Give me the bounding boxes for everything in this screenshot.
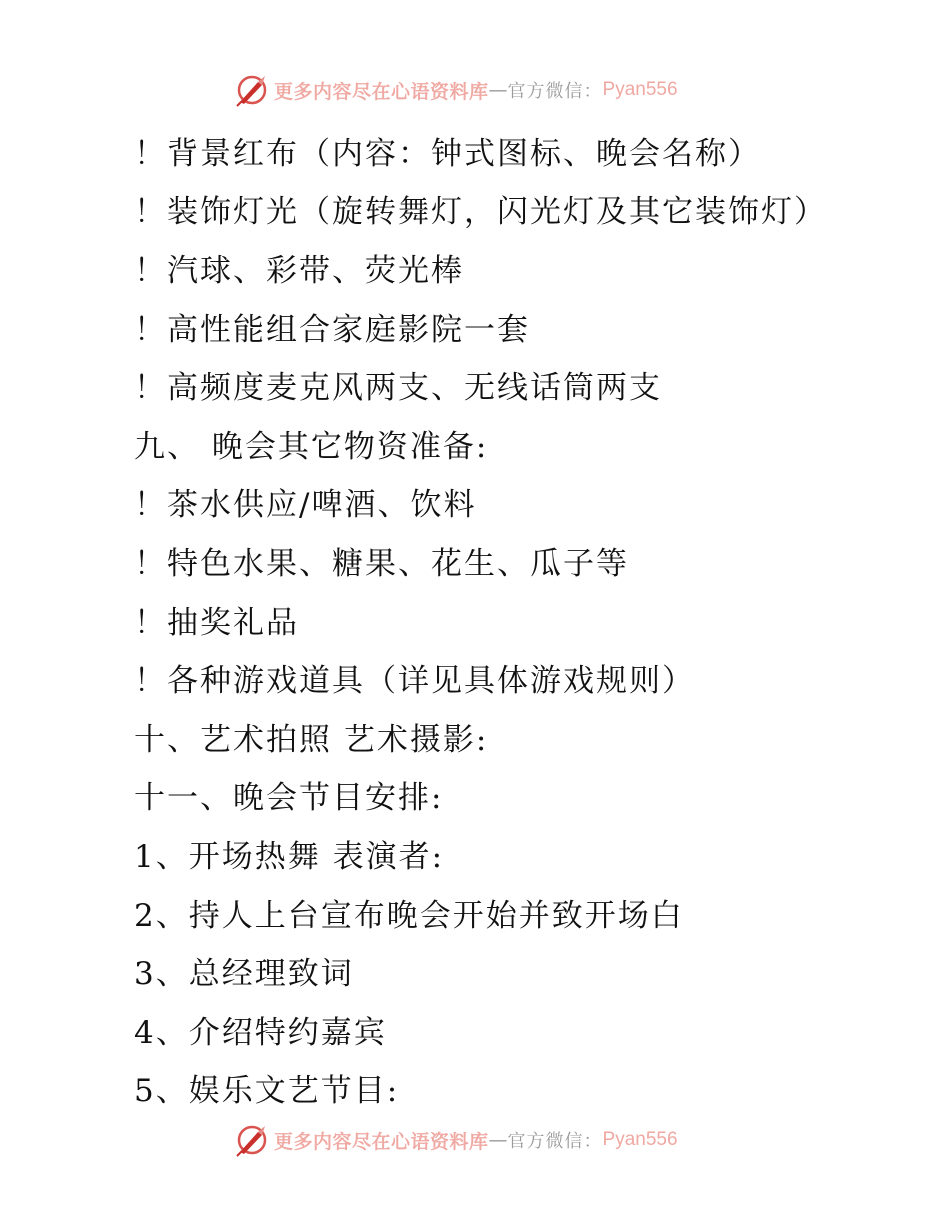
section-heading: 九、 晚会其它物资准备:: [134, 428, 489, 465]
text-line: 1、开场热舞 表演者:: [134, 838, 445, 875]
watermark-official-label: 官方微信：: [507, 1131, 603, 1152]
section-heading: 十、艺术拍照 艺术摄影:: [134, 721, 489, 758]
watermark-main-text: 更多内容尽在心语资料库: [274, 80, 489, 103]
text-line: ！特色水果、糖果、花生、瓜子等: [134, 545, 629, 582]
text-line: 5、娱乐文艺节目:: [134, 1073, 400, 1110]
document-body: [134, 121, 934, 1117]
watermark-separator: —: [488, 1129, 508, 1151]
text-line: ！茶水供应/啤酒、饮料: [134, 487, 477, 524]
watermark-separator: —: [488, 79, 508, 101]
text-line: ！高频度麦克风两支、无线话筒两支: [134, 370, 662, 407]
text-line: ！背景红布（内容：钟式图标、晚会名称）: [134, 135, 761, 172]
text-line: ！装饰灯光（旋转舞灯，闪光灯及其它装饰灯）: [134, 194, 827, 231]
text-line: 2、持人上台宣布晚会开始并致开场白: [134, 897, 684, 934]
text-line: ！汽球、彩带、荧光棒: [134, 252, 464, 289]
watermark-id: Pyan556: [602, 79, 678, 100]
watermark-id: Pyan556: [602, 1129, 678, 1150]
header-watermark: [234, 72, 678, 108]
footer-watermark: [234, 1122, 678, 1158]
text-line: 3、总经理致词: [134, 956, 354, 993]
text-line: ！抽奖礼品: [134, 604, 299, 641]
quill-pen-logo-icon: [234, 72, 270, 108]
quill-pen-logo-icon: [234, 1122, 270, 1158]
watermark-main-text: 更多内容尽在心语资料库: [274, 1130, 489, 1153]
watermark-official-label: 官方微信：: [507, 81, 603, 102]
text-line: 4、介绍特约嘉宾: [134, 1014, 387, 1051]
text-line: ！高性能组合家庭影院一套: [134, 311, 530, 348]
text-line: ！各种游戏道具（详见具体游戏规则）: [134, 663, 695, 700]
section-heading: 十一、晚会节目安排:: [134, 780, 444, 817]
